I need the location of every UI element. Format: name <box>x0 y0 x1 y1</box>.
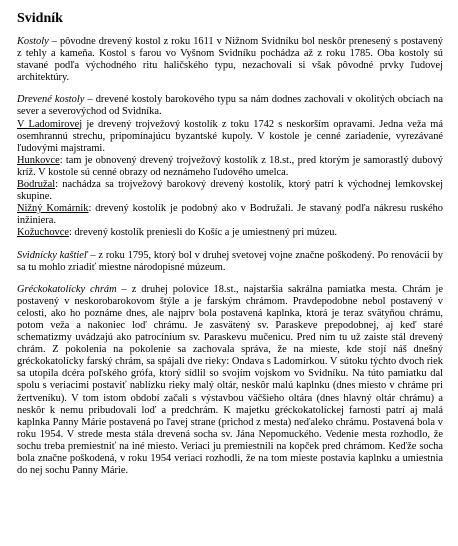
term-kastiel: Svidnícky kaštieľ <box>17 249 88 261</box>
term-chram: Gréckokatolícky chrám <box>17 283 117 295</box>
document-page <box>17 10 443 477</box>
church-text-kozuchovce: : drevený kostolík preniesli do Košíc a je umiestnený pri múzeu. <box>68 227 338 239</box>
text-kastiel: – z roku 1795, ktorý bol v druhej svetovej vojne značne poškodený. Po renovácii by sa tu mohlo zriadiť miestne národopisné múzeum. <box>17 249 443 273</box>
church-name-bodruzal: Bodružal <box>17 179 56 191</box>
paragraph-hunkovce <box>17 155 443 179</box>
paragraph-ladomirova <box>17 119 443 155</box>
term-drevene-kostoly: Drevené kostoly <box>17 94 85 106</box>
term-kostoly: Kostoly <box>17 36 49 47</box>
church-name-ladomirova: V Ladomirovej <box>17 118 83 130</box>
paragraph-nizny-komarnik <box>17 203 443 227</box>
church-name-nizny-komarnik: Nižný Komárnik <box>17 203 89 215</box>
church-text-hunkovce: : tam je obnovený drevený trojvežový kostolík z 18.st., pred ktorým je samorastlý dubový kríž. V kostole sú cenné obrazy od neznámeho ľudového umelca. <box>17 154 443 178</box>
church-text-nizny-komarnik: : drevený kostolík je podobný ako v Bodružali. Je stavaný podľa nákresu ruského inžiniera. <box>17 203 444 227</box>
church-name-hunkovce: Hunkovce <box>17 154 60 166</box>
text-chram: – z druhej polovice 18.st., najstaršia sakrálna pamiatka mesta. Chrám je postavený v neskorobarokovom štýle a je farským chrámom. Pravdepodobne nebol postavený v celosti, ako ho poznáme dnes, ale najprv bola postavená kaplnka, ktorá je teraz svätyňou chrámu, potom veža a nakoniec loď chrámu. Je zasvätený sv. Paraskeve prepodobnej, aj keď staré schematizmy uvádzajú ako patrocínium sv. Paraskevu mučenicu. Pred ním tu už zaiste stál drevený chrám. Z pokolenia na pokolenie sa zachovala správa, že na mieste, kde stojí náš dnešný gréckokatolícky farský chrám, sa spájali dve rieky: Ondava s Ladomírkou. V sútoku týchto dvoch riek sa utopila dcéra poľského grófa, ktorý sídlil so svojím vojskom vo Svidníku. Na túto pamiatku dal spolu s veriacimi postaviť nablízku rieky malý oltár, neskôr malú kaplnku (dnes miesto v chráme pri žertveníku). V tom istom období začali s výstavbou väčšieho oltára (dnes hlavný oltár chrámu) a neskôr k nemu pribudovali loď a predchrám. K majetku gréckokatolíckej farnosti patrí aj malá kaplnka Panny Márie postavená po ľavej strane (prichod z mesta) neďaleko chrámu. Postavená bola v roku 1954. V strede mesta stála drevená socha sv. Jána Nepomuckého. Vedenie mesta rozhodlo, že sochu treba premiestniť na iné miesto. Veriaci ju premiestnili na kopček pred chrámom. Keďže socha bola značne poškodená, v roku 1954 veriaci rozhodli, že na tom mieste postavia kaplnku a umiestnia do nej sochu Panny Márie. <box>17 283 443 477</box>
church-name-kozuchovce: Kožuchovce <box>17 227 69 239</box>
paragraph-kozuchovce <box>17 227 443 239</box>
paragraph-bodruzal <box>17 179 443 203</box>
church-text-ladomirova: je drevený trojvežový kostolík z toku 1742 s neskorším opravami. Jedna veža má osemhrannú strechu, pripomínajúcu byzantské kupoly. V kostole je cenné zariadenie, vyrezávané ľudovými majstrami. <box>17 118 443 154</box>
paragraph-kostoly <box>17 36 443 84</box>
paragraph-drevene-kostoly <box>17 94 443 118</box>
page-title: Svidník <box>17 11 63 26</box>
text-kostoly: – pôvodne drevený kostol z roku 1611 v Nižnom Svidníku bol neskôr prenesený s postavený z tehly a kameňa. Kostol s farou vo Vyšnom Svidníku pochádza až z roku 1785. Oba kostoly sú stavané podľa východného ritu haličského typu, nezachovali si však pôvodné prvky ľudovej architektúry. <box>17 36 443 84</box>
paragraph-kastiel <box>17 250 443 274</box>
church-text-bodruzal: : nachádza sa trojvežový barokový drevený kostolík, ktorý patrí k východnej lemkovskej skupine. <box>17 179 443 203</box>
text-drevene-kostoly: – drevené kostoly barokového typu sa nám dodnes zachovali v okolitých obciach na sever a severovýchod od Svidníka. <box>17 94 443 118</box>
paragraph-chram <box>17 284 443 478</box>
